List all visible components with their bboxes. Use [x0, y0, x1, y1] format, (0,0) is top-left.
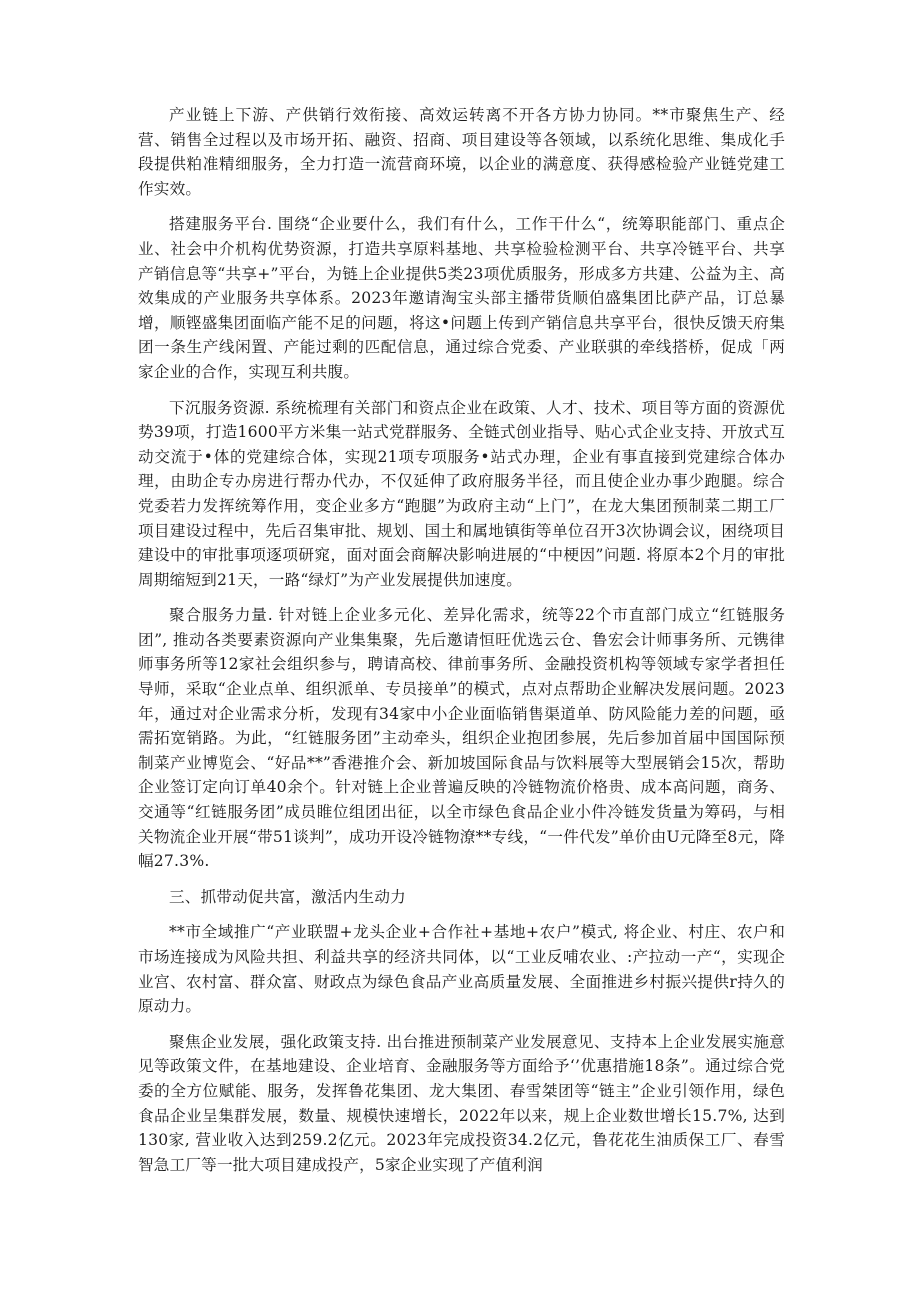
body-paragraph: 产业链上下游、产供销行效衔接、高效运转离不开各方协力协同。**市聚焦生产、经营、销售全过程以及市场开拓、融资、招商、项目建设等各领域，以系统化思维、集成化手段提供粕准精细服务，全力打造一流营商环境，以企业的满意度、获得感检验产业链党建工作实效。 [138, 106, 785, 198]
body-paragraph: 聚合服务力量. 针对链上企业多元化、差异化需求，统等22个市直部门成立“红链服务团”, 推动各类要素资源向产业集集聚，先后邀请恒旺优选云仓、鲁宏会计师事务所、元镌律师事务所等12家社会组织参与，聘请高校、律前事务所、金融投资机构等领域专家学者担任导师，采取“企业点单、组织派单、专员接单”的模式，点对点帮助企业解决发展问题。2023年，通过对企业需求分析，发现有34家中小企业面临销售渠道单、防风险能力差的问题，亟需拓宽销路。为此，“红链服务团”主动牵头，组织企业抱团参展，先后参加首届中国国际预制菜产业博览会、“好品**”香港推介会、新加坡国际食品与饮料展等大型展销会15次，帮助企业签订定向订单40余个。针对链上企业普遍反映的冷链物流价格贵、成本高问题，商务、交通等“红链服务团”成员睢位组团出征，以全市绿色食品企业小件冷链发货量为筹码，与相关物流企业开展“带51谈判”，成功开设冷链物潦**专线，“一件代发”单价由U元降至8元，降幅27.3%. [138, 606, 785, 871]
body-paragraph: **市全域推广“产业联盟+龙头企业+合作社+基地+农户”模式, 将企业、村庄、农户和市场连接成为风险共担、利益共享的经济共同体，以“工业反哺农业、:产拉动一产“，实现企业宫、农村富、群众富、财政点为绿色食品产业高质量发展、全面推进乡村振兴提供r持久的原动力。 [138, 923, 785, 1016]
document-page [138, 103, 785, 1188]
body-paragraph: 聚焦企业发展，强化政策支持. 出台推进预制菜产业发展意见、支持本上企业发展实施意见等政策文件，在基地建设、企业培育、金融服务等方面给予‘’优惠措施18条”。通过综合党委的全方位赋能、服务，发挥鲁花集团、龙大集团、春雪桀团等“链主”企业引领作用，绿色食品企业呈集群发展，数量、规模快速增长，2022年以来，规上企业数世增长15.7%, 达到130家, 营业收入达到259.2亿元。2023年完成投资34.2亿元，鲁花花生油质保工厂、春雪智急工厂等一批大项目建成投产，5家企业实现了产值利润 [138, 1032, 785, 1174]
body-paragraph: 下沉服务资源. 系统梳理有关部门和资点企业在政策、人才、技术、项目等方面的资源优势39项，打造1600平方米集一站式党群服务、全链式创业指导、贴心式企业支持、开放式互动交流于•体的党建综合体，实现21项专项服务•站式办理，企业有事直接到党建综合体办理，由助企专办房进行帮办代办，不仅延伸了政府服务半径，而且使企业办事少跑腿。综合党委若力发挥统筹作用，变企业多方“跑腿”为政府主动“上门”，在龙大集团预制菜二期工厂项目建设过程中，先后召集审批、规划、国土和属地镇街等单位召开3次协调会议，困绕项目建设中的审批事项逐项研窕，面对面会商解决影响进展的“中梗因”问题. 将原本2个月的审批周期缩短到21天，一路“绿灯”为产业发展提供加速度。 [138, 398, 785, 589]
section-heading: 三、抓带动促共富，激活内生动力 [169, 887, 406, 906]
body-paragraph: 搭建服务平台. 围绕“企业要什么，我们有什么，工作干什么“，统筹职能部门、重点企业、社会中介机构优势资源，打造共享原料基地、共享检验检测平台、共享冷链平台、共享产销信息等“共享+”平台，为链上企业提供5类23项优质服务，形成多方共建、公益为主、高效集成的产业服务共享体系。2023年邀请淘宝头部主播带货顺伯盛集团比萨产品，订总暴增，顺铿盛集团面临产能不足的问题，将这•问题上传到产销信息共享平台，很快反馈天府集团一条生产线闲置、产能过剩的匹配信息，通过综合党委、产业联骐的牵线搭桥，促成「两家企业的合作，实现互利共腹。 [138, 215, 785, 381]
